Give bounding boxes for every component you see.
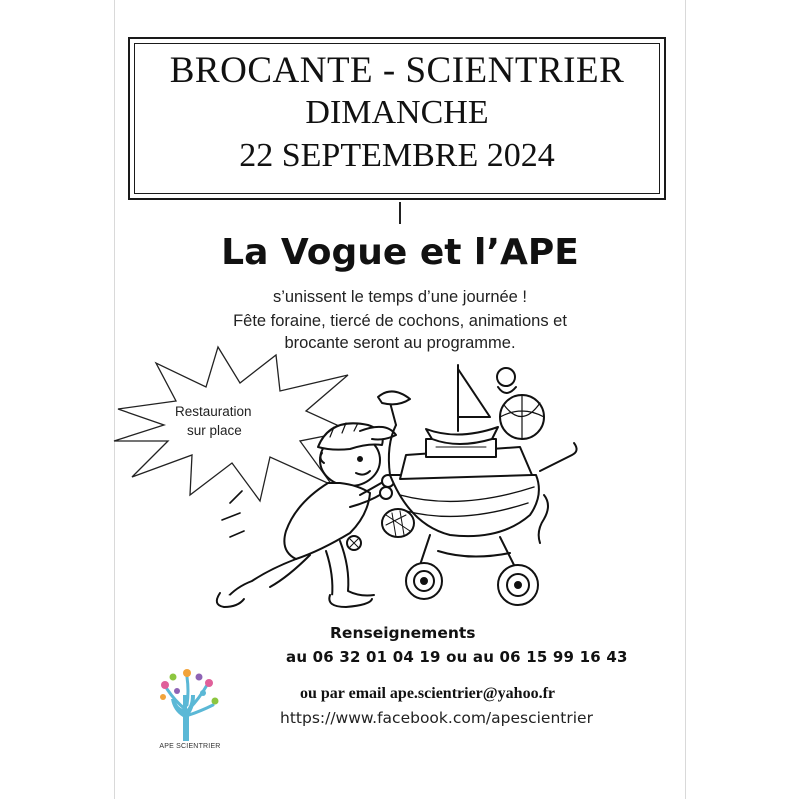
boy-with-stroller-icon [200,355,590,620]
info-phone: au 06 32 01 04 19 ou au 06 15 99 16 43 [286,648,628,666]
subtitle-line-3: brocante seront au programme. [284,334,516,352]
title-box [128,37,666,200]
event-date: 22 SEPTEMBRE 2024 [239,137,555,174]
subtitle-line-1: s’unissent le temps d’une journée ! [272,288,528,306]
event-title: BROCANTE - SCIENTRIER [169,50,625,91]
info-email: ou par email ape.scientrier@yahoo.fr [300,685,555,702]
info-facebook: https://www.facebook.com/apescientrier [280,709,593,727]
hand-tree-logo-icon [153,665,225,743]
headline: La Vogue et l’APE [221,232,579,273]
divider-tick [399,202,401,224]
event-day: DIMANCHE [305,94,489,131]
restauration-label: Restauration sur place [175,404,252,438]
info-title: Renseignements [330,624,476,642]
subtitle-line-2: Fête foraine, tiercé de cochons, animations et [233,312,567,330]
logo-label: APE SCIENTRIER [159,743,221,750]
